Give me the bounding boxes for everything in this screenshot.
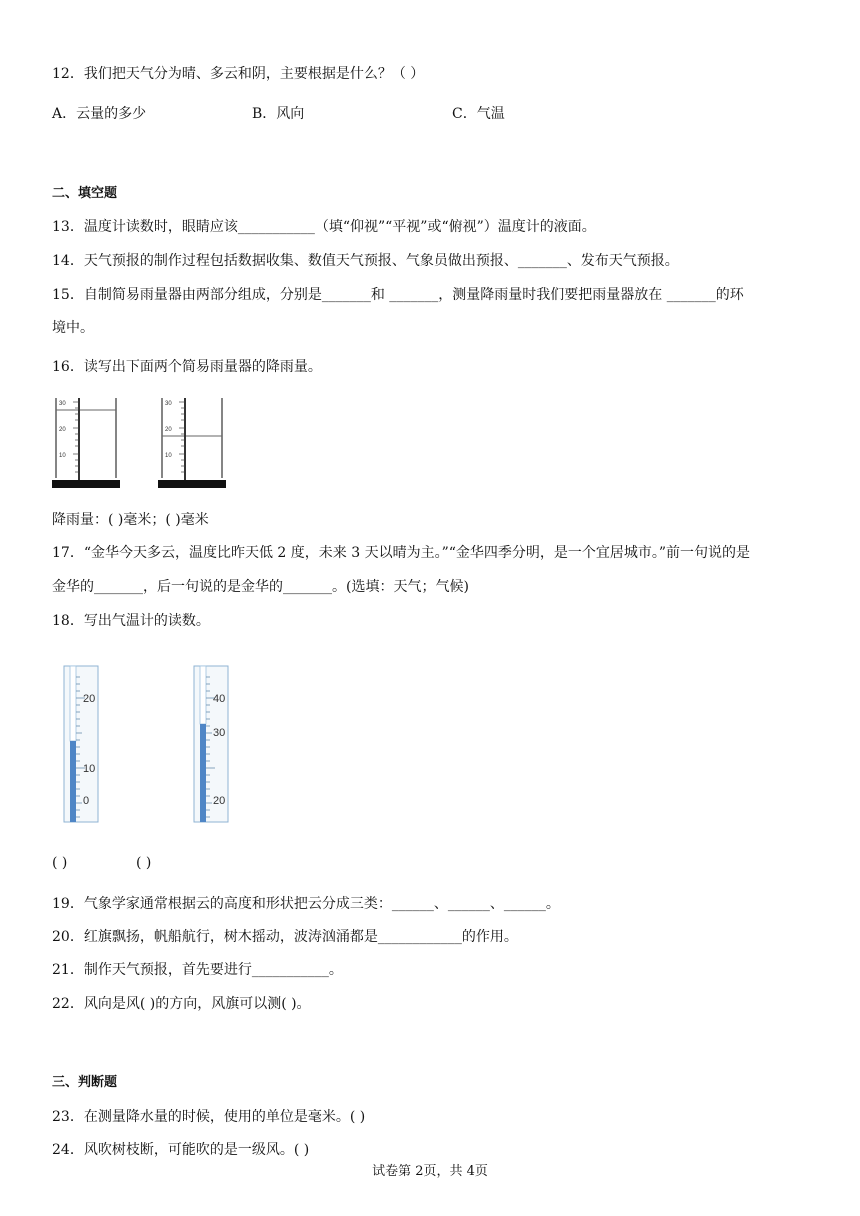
- gauge1-tick-30: 30: [59, 401, 66, 407]
- thermo1-label-0: 0: [83, 795, 90, 807]
- question-18-answer-1: ( ): [52, 855, 68, 871]
- thermo2-label-40: 40: [213, 693, 226, 705]
- q12-option-a: A．云量的多少: [52, 106, 147, 122]
- question-16-stem: 16．读写出下面两个简易雨量器的降雨量。: [52, 359, 322, 375]
- question-22: 22．风向是风( )的方向，风旗可以测( )。: [52, 996, 311, 1012]
- q12-option-c: C．气温: [452, 106, 505, 122]
- question-13: 13．温度计读数时，眼睛应该___________（填“仰视”“平视”或“俯视”）温度计的液面。: [52, 219, 596, 235]
- question-18-stem: 18．写出气温计的读数。: [52, 613, 210, 629]
- q12-option-b: B．风向: [252, 106, 305, 122]
- question-17-line1: 17．“金华今天多云，温度比昨天低 2 度，未来 3 天以晴为主。”“金华四季分明，是一个宜居城市。”前一句说的是: [52, 545, 751, 561]
- thermometer-2: [188, 664, 232, 826]
- gauge1-tick-20: 20: [59, 427, 66, 433]
- question-12-stem: 12．我们把天气分为晴、多云和阴，主要根据是什么？（ ）: [52, 66, 425, 82]
- question-18-answer-2: ( ): [136, 855, 152, 871]
- question-17-line2: 金华的_______，后一句说的是金华的_______。(选填：天气；气候): [52, 579, 469, 595]
- question-14: 14．天气预报的制作过程包括数据收集、数值天气预报、气象员做出预报、_______、发布天气预报。: [52, 253, 679, 269]
- rain-gauge-1: [50, 396, 122, 492]
- question-20: 20．红旗飘扬，帆船航行，树木摇动，波涛汹涌都是____________的作用。: [52, 929, 518, 945]
- thermo1-label-20: 20: [83, 693, 96, 705]
- question-15-line1: 15．自制简易雨量器由两部分组成，分别是_______和 _______，测量降雨量时我们要把雨量器放在 _______的环: [52, 287, 744, 303]
- question-16-answer: 降雨量：( )毫米；( )毫米: [52, 512, 209, 528]
- section-judgement-title: 三、判断题: [52, 1075, 118, 1090]
- question-24: 24．风吹树枝断，可能吹的是一级风。( ): [52, 1142, 310, 1158]
- thermometer-1: [58, 664, 102, 826]
- section-fill-in-title: 二、填空题: [52, 186, 118, 201]
- question-21: 21．制作天气预报，首先要进行___________。: [52, 962, 343, 978]
- question-23: 23．在测量降水量的时候，使用的单位是毫米。( ): [52, 1109, 366, 1125]
- question-15-line2: 境中。: [52, 320, 94, 336]
- thermo2-label-20: 20: [213, 795, 226, 807]
- gauge2-tick-20: 20: [165, 427, 172, 433]
- question-19: 19．气象学家通常根据云的高度和形状把云分成三类：______、______、______。: [52, 896, 560, 912]
- gauge1-tick-10: 10: [59, 453, 66, 459]
- page-footer: 试卷第 2页，共 4页: [372, 1164, 488, 1179]
- rain-gauge-2: [156, 396, 228, 492]
- gauge2-tick-30: 30: [165, 401, 172, 407]
- thermo1-label-10: 10: [83, 763, 96, 775]
- gauge2-tick-10: 10: [165, 453, 172, 459]
- thermo2-label-30: 30: [213, 727, 226, 739]
